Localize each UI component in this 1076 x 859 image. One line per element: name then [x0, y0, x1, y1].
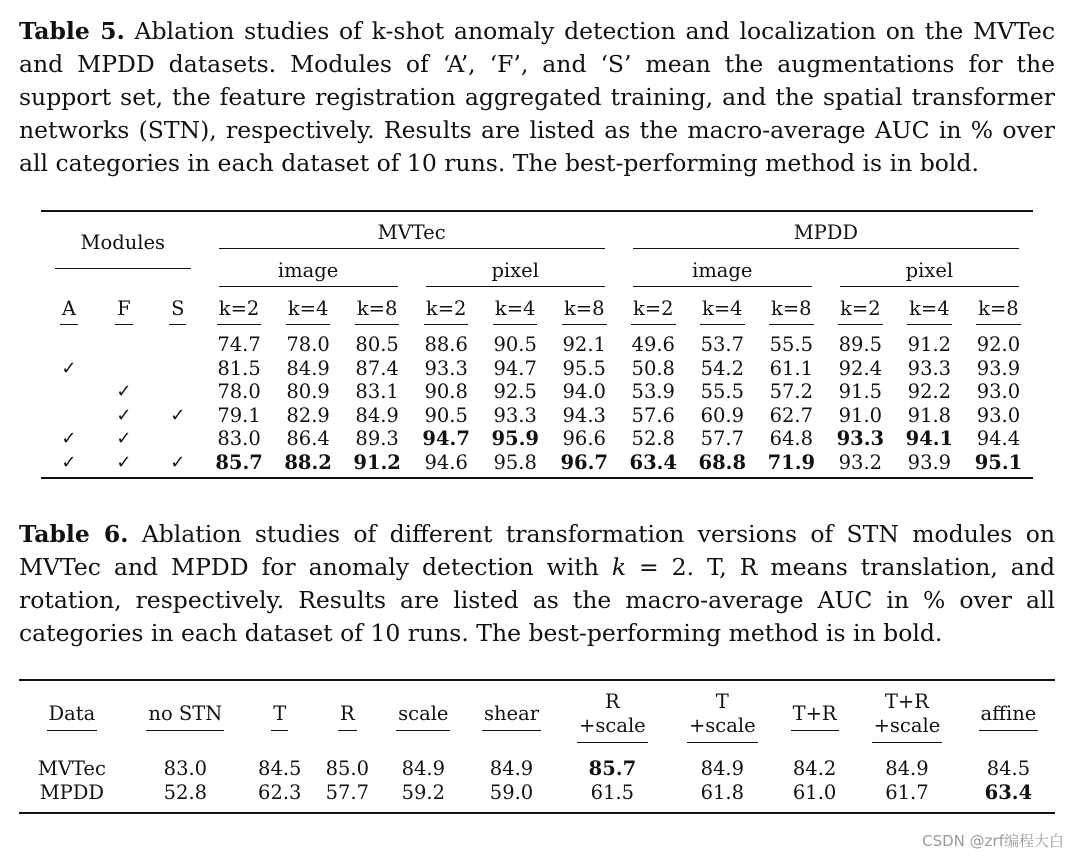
- table5-caption: [19, 15, 1055, 180]
- value-cell: 95.5: [562, 356, 606, 380]
- value-cell: 80.9: [286, 380, 330, 404]
- module-col-header-cell: [151, 287, 205, 325]
- csdn-watermark: CSDN @zrf编程大白: [922, 832, 1064, 850]
- value-cell: 93.0: [976, 380, 1021, 404]
- value-cell: 93.3: [493, 403, 537, 427]
- value-cell: 79.1: [217, 403, 261, 427]
- table-row: [41, 451, 1033, 479]
- k-col-header: k=2: [838, 297, 883, 325]
- value-cell: 93.2: [838, 450, 883, 474]
- column-header-cell: [466, 680, 558, 751]
- column-header-cell: [19, 680, 125, 751]
- column-header: [687, 690, 758, 743]
- module-col-header-s: S: [169, 297, 186, 325]
- module-cell-f: [97, 357, 151, 381]
- column-header-line: T+R: [792, 701, 837, 725]
- k-col-header: k=8: [976, 297, 1021, 325]
- value-cell: 80.5: [355, 333, 399, 357]
- k-col-header-cell: [619, 287, 688, 325]
- value-cell: 84.9: [286, 356, 330, 380]
- value-cell: 60.9: [700, 403, 744, 427]
- module-cell-s: [151, 404, 205, 428]
- module-cell-f: [97, 427, 151, 451]
- value-cell: 92.4: [838, 356, 883, 380]
- value-cell: 94.4: [976, 427, 1021, 451]
- module-cell-f: [97, 451, 151, 479]
- checkmark-icon: ✓: [61, 357, 77, 379]
- mvtec-image-header: image: [219, 259, 398, 287]
- k-col-header: k=2: [424, 297, 469, 325]
- module-cell-a: [41, 325, 97, 357]
- value-cell: 85.0: [325, 757, 369, 780]
- value-cell: 91.5: [838, 380, 883, 404]
- checkmark-icon: ✓: [116, 451, 132, 473]
- table5-body: [41, 325, 1033, 478]
- column-header-cell: [125, 680, 246, 751]
- table6: [19, 679, 1055, 814]
- checkmark-icon: ✓: [116, 404, 132, 426]
- value-cell: 90.8: [424, 380, 468, 404]
- value-cell: 93.3: [907, 356, 952, 380]
- value-cell: 91.8: [907, 403, 952, 427]
- module-cell-a: [41, 357, 97, 381]
- column-header: [271, 702, 288, 731]
- column-header-line: shear: [483, 701, 540, 725]
- value-cell: 86.4: [286, 427, 330, 451]
- k-col-header-cell: [550, 287, 619, 325]
- value-cell: 61.0: [792, 781, 837, 804]
- mvtec-header: MVTec: [219, 221, 605, 249]
- value-cell: 94.7: [422, 427, 470, 451]
- k-col-header: k=2: [631, 297, 676, 325]
- k-col-header-cell: [688, 287, 757, 325]
- value-cell: 57.6: [631, 403, 675, 427]
- module-cell-a: [41, 427, 97, 451]
- mpdd-image-header: image: [633, 259, 812, 287]
- column-header: [47, 702, 98, 731]
- checkmark-icon: ✓: [170, 404, 186, 426]
- value-cell: 57.7: [325, 781, 369, 804]
- value-cell: 83.0: [217, 427, 261, 451]
- value-cell: 59.0: [489, 781, 534, 804]
- table6-body: [19, 751, 1055, 813]
- value-cell: 94.7: [493, 356, 537, 380]
- table6-caption: [19, 518, 1055, 650]
- value-cell: 88.2: [284, 450, 332, 474]
- column-header-line: no STN: [148, 701, 223, 725]
- checkmark-icon: ✓: [116, 428, 132, 450]
- column-header-line: T: [715, 689, 729, 713]
- dataset-name-cell: MPDD: [39, 781, 105, 804]
- value-cell: 61.8: [700, 781, 744, 804]
- k-col-header: k=2: [217, 297, 262, 325]
- table-row: [41, 404, 1033, 428]
- table5: [41, 210, 1033, 479]
- value-cell: 96.7: [560, 450, 608, 474]
- value-cell: 50.8: [631, 356, 675, 380]
- value-cell: 90.5: [493, 333, 537, 357]
- table5-column-header-row: [41, 287, 1033, 325]
- k-col-header: k=4: [286, 297, 331, 325]
- value-cell: 95.1: [974, 450, 1023, 474]
- column-header: [791, 702, 839, 731]
- mpdd-header: MPDD: [633, 221, 1019, 249]
- checkmark-icon: ✓: [170, 451, 186, 473]
- table6-caption-k: k: [611, 553, 627, 581]
- column-header-line: Data: [48, 701, 96, 725]
- table6-caption-text-a: Ablation studies of different transformation versions of STN modules on MVTec and MPDD for anomaly detection with: [19, 520, 1055, 581]
- value-cell: 89.3: [355, 427, 399, 451]
- k-col-header: k=8: [769, 297, 814, 325]
- value-cell: 94.6: [424, 450, 468, 474]
- column-header-line: +scale: [579, 713, 646, 737]
- module-col-header-cell: [97, 287, 151, 325]
- column-header: [146, 702, 224, 731]
- value-cell: 52.8: [631, 427, 675, 451]
- module-cell-s: [151, 357, 205, 381]
- table6-caption-text-b: = 2. T, R means translation, and rotation, respectively. Results are listed as the macro-average AUC in % over all categories in each dataset of 10 runs. The best-performing method is in bold.: [19, 553, 1055, 647]
- column-header-line: T: [273, 701, 287, 725]
- module-cell-f: [97, 380, 151, 404]
- module-cell-s: [151, 451, 205, 479]
- module-cell-a: [41, 404, 97, 428]
- value-cell: 93.9: [976, 356, 1021, 380]
- value-cell: 54.2: [700, 356, 744, 380]
- modules-header: Modules: [55, 231, 191, 269]
- value-cell: 82.9: [286, 403, 330, 427]
- value-cell: 96.6: [562, 427, 606, 451]
- column-header: [482, 702, 541, 731]
- table-row: [41, 325, 1033, 357]
- value-cell: 84.9: [700, 757, 744, 780]
- value-cell: 91.2: [353, 450, 401, 474]
- value-cell: 92.1: [562, 333, 606, 357]
- module-cell-a: [41, 380, 97, 404]
- table-row: [19, 751, 1055, 780]
- table5-caption-label: Table 5.: [19, 17, 125, 45]
- value-cell: 94.3: [562, 403, 606, 427]
- value-cell: 62.7: [769, 403, 814, 427]
- column-header-line: affine: [980, 701, 1037, 725]
- value-cell: 63.4: [984, 781, 1033, 804]
- value-cell: 61.1: [769, 356, 814, 380]
- column-header-cell: [381, 680, 466, 751]
- value-cell: 55.5: [769, 333, 814, 357]
- value-cell: 92.5: [493, 380, 537, 404]
- value-cell: 52.8: [163, 781, 208, 804]
- checkmark-icon: ✓: [61, 451, 77, 473]
- value-cell: 84.5: [986, 757, 1031, 780]
- module-cell-f: [97, 325, 151, 357]
- value-cell: 84.2: [792, 757, 837, 780]
- column-header: [577, 690, 648, 743]
- column-header-cell: [777, 680, 852, 751]
- table-row: [19, 780, 1055, 813]
- k-col-header-cell: [757, 287, 826, 325]
- column-header-cell: [962, 680, 1055, 751]
- value-cell: 68.8: [698, 450, 747, 474]
- mpdd-pixel-header: pixel: [840, 259, 1019, 287]
- value-cell: 89.5: [838, 333, 883, 357]
- module-cell-s: [151, 325, 205, 357]
- k-col-header-cell: [895, 287, 964, 325]
- value-cell: 64.8: [769, 427, 814, 451]
- k-col-header-cell: [412, 287, 481, 325]
- column-header: [979, 702, 1039, 731]
- value-cell: 53.9: [631, 380, 675, 404]
- mvtec-pixel-header: pixel: [426, 259, 605, 287]
- table-row: [41, 380, 1033, 404]
- column-header-line: T+R: [884, 689, 929, 713]
- k-col-header: k=4: [907, 297, 952, 325]
- column-header: [396, 702, 450, 731]
- value-cell: 94.1: [905, 427, 954, 451]
- column-header-line: +scale: [873, 713, 941, 737]
- value-cell: 85.7: [588, 757, 637, 780]
- column-header-cell: [852, 680, 962, 751]
- value-cell: 55.5: [700, 380, 744, 404]
- value-cell: 78.0: [286, 333, 330, 357]
- module-col-header-a: A: [60, 297, 78, 325]
- value-cell: 92.2: [907, 380, 952, 404]
- value-cell: 84.9: [489, 757, 534, 780]
- column-header-cell: [667, 680, 777, 751]
- value-cell: 83.1: [355, 380, 399, 404]
- value-cell: 95.8: [493, 450, 537, 474]
- value-cell: 88.6: [424, 333, 468, 357]
- checkmark-icon: ✓: [61, 428, 77, 450]
- value-cell: 91.0: [838, 403, 883, 427]
- value-cell: 90.5: [424, 403, 468, 427]
- k-col-header: k=8: [562, 297, 607, 325]
- table6-header-row: [19, 680, 1055, 751]
- column-header-line: R: [605, 689, 620, 713]
- value-cell: 61.7: [885, 781, 929, 804]
- value-cell: 91.2: [907, 333, 952, 357]
- checkmark-icon: ✓: [116, 381, 132, 403]
- column-header-line: scale: [398, 701, 449, 725]
- k-col-header-cell: [205, 287, 274, 325]
- k-col-header: k=8: [355, 297, 400, 325]
- k-col-header-cell: [826, 287, 895, 325]
- value-cell: 62.3: [258, 781, 302, 804]
- value-cell: 74.7: [217, 333, 261, 357]
- k-col-header-cell: [343, 287, 412, 325]
- value-cell: 53.7: [700, 333, 744, 357]
- value-cell: 95.9: [491, 427, 539, 451]
- value-cell: 93.3: [424, 356, 468, 380]
- value-cell: 84.9: [885, 757, 929, 780]
- value-cell: 57.2: [769, 380, 814, 404]
- table5-caption-text: Ablation studies of k-shot anomaly detection and localization on the MVTec and MPDD datasets. Modules of ‘A’, ‘F’, and ‘S’ mean the augmentations for the support set, the feature registration aggregated training, and the spatial transformer networks (STN), respectively. Results are listed as the macro-average AUC in % over all categories in each dataset of 10 runs. The best-performing method is in bold.: [19, 17, 1055, 177]
- k-col-header-cell: [274, 287, 343, 325]
- value-cell: 87.4: [355, 356, 399, 380]
- value-cell: 71.9: [767, 450, 816, 474]
- k-col-header: k=4: [700, 297, 745, 325]
- table-row: [41, 357, 1033, 381]
- module-cell-s: [151, 380, 205, 404]
- value-cell: 92.0: [976, 333, 1021, 357]
- value-cell: 59.2: [401, 781, 446, 804]
- value-cell: 63.4: [629, 450, 677, 474]
- value-cell: 84.9: [401, 757, 446, 780]
- value-cell: 93.0: [976, 403, 1021, 427]
- value-cell: 83.0: [163, 757, 208, 780]
- column-header-cell: [246, 680, 314, 751]
- module-col-header-cell: [41, 287, 97, 325]
- column-header-line: +scale: [688, 713, 756, 737]
- value-cell: 57.7: [700, 427, 744, 451]
- dataset-name-cell: MVTec: [37, 757, 106, 780]
- column-header: [338, 702, 357, 731]
- value-cell: 84.9: [355, 403, 399, 427]
- value-cell: 85.7: [215, 450, 263, 474]
- module-cell-s: [151, 427, 205, 451]
- column-header: [872, 690, 943, 743]
- k-col-header-cell: [964, 287, 1033, 325]
- column-header-cell: [557, 680, 667, 751]
- value-cell: 81.5: [217, 356, 261, 380]
- value-cell: 93.3: [836, 427, 885, 451]
- module-cell-a: [41, 451, 97, 479]
- value-cell: 78.0: [217, 380, 261, 404]
- table6-caption-label: Table 6.: [19, 520, 129, 548]
- value-cell: 61.5: [590, 781, 635, 804]
- k-col-header-cell: [481, 287, 550, 325]
- value-cell: 84.5: [258, 757, 302, 780]
- value-cell: 93.9: [907, 450, 952, 474]
- column-header-cell: [314, 680, 382, 751]
- module-col-header-f: F: [115, 297, 133, 325]
- table-row: [41, 427, 1033, 451]
- module-cell-f: [97, 404, 151, 428]
- k-col-header: k=4: [493, 297, 538, 325]
- column-header-line: R: [339, 701, 355, 725]
- value-cell: 49.6: [631, 333, 675, 357]
- value-cell: 94.0: [562, 380, 606, 404]
